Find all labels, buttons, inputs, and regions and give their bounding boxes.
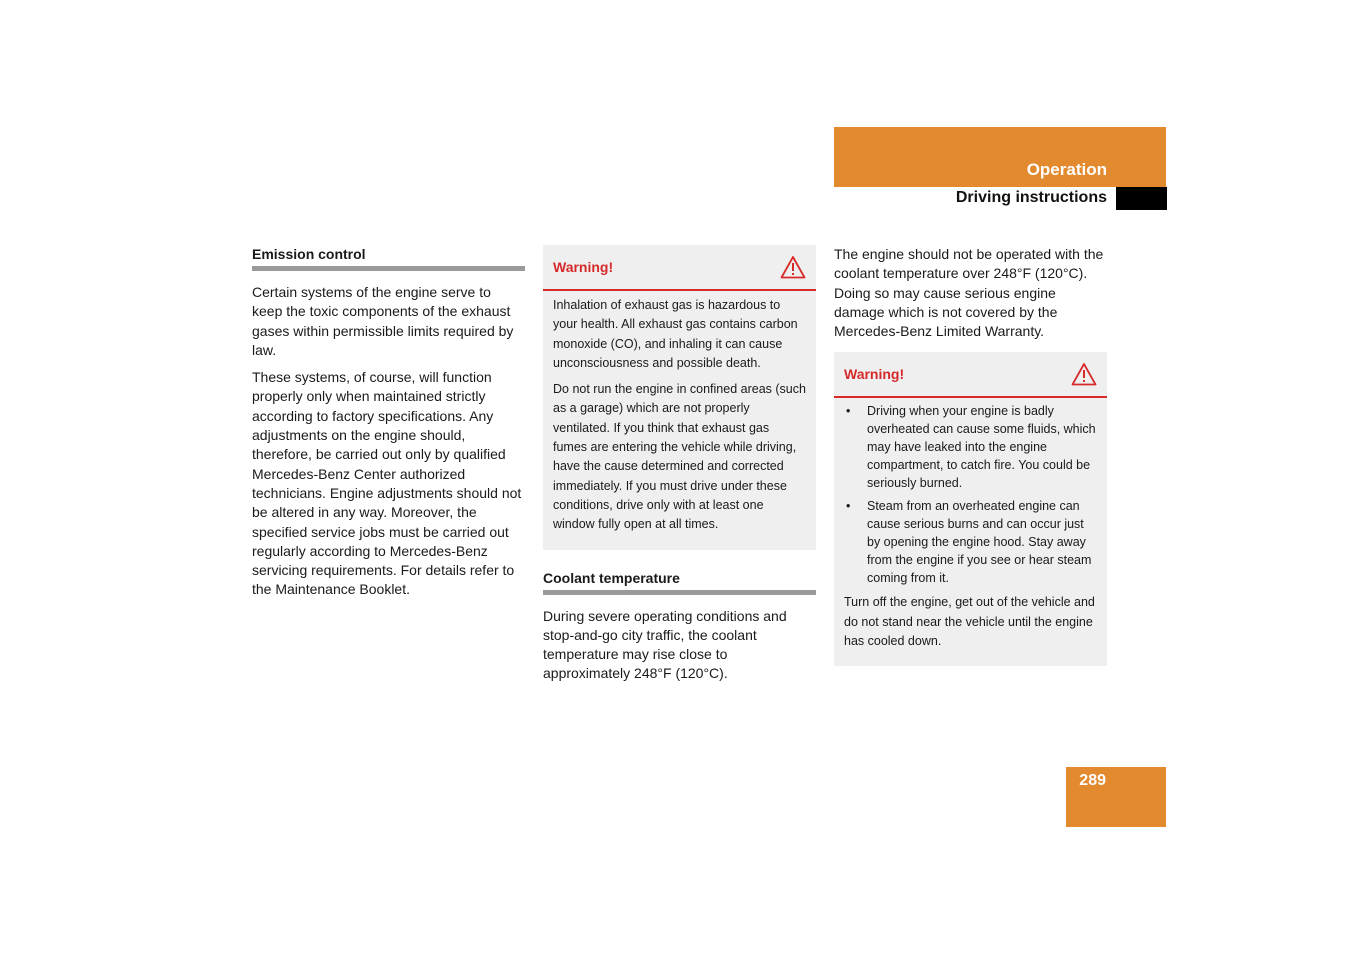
column-emission <box>252 245 525 608</box>
warning-header <box>543 245 816 291</box>
chapter-header-band <box>834 127 1166 187</box>
warning-bullet-item <box>844 403 1097 492</box>
warning-header <box>834 352 1107 398</box>
overheat-body <box>834 245 1107 341</box>
column-warning-coolant <box>543 245 816 692</box>
overheat-warning-box <box>834 352 1107 666</box>
section-tab-marker <box>1116 187 1167 210</box>
bullet-icon: • <box>846 499 851 514</box>
page-number-box <box>1066 767 1166 827</box>
warning-label: Warning! <box>844 366 905 383</box>
bullet-icon: • <box>846 404 851 419</box>
coolant-body <box>543 607 816 684</box>
emission-paragraph-1: Certain systems of the engine serve to keep the toxic components of the exhaust gases within permissible limits required by law. <box>252 284 514 358</box>
coolant-paragraph-1: During severe operating conditions and stop-and-go city traffic, the coolant temperature may rise close to approximately 248°F (120°C). <box>543 607 787 682</box>
warning-triangle-icon <box>1071 362 1097 386</box>
column-overheat <box>834 245 1107 666</box>
emission-heading: Emission control <box>252 245 525 271</box>
warning-body <box>834 398 1107 666</box>
exhaust-warning-box <box>543 245 816 550</box>
overheat-paragraph-1: The engine should not be operated with the coolant temperature over 248°F (120°C). Doing so may cause serious engine damage which is not covered by the Mercedes-Benz Limited Warranty. <box>834 246 1104 340</box>
emission-paragraph-2: These systems, of course, will function properly only when maintained strictly according to factory specifications. Any adjustments on the engine should, therefore, be carried out only by qualified Mercedes-Benz Center authorized technicians. Engine adjustments should not be altered in any way. Moreover, the specified service jobs must be carried out regularly according to Mercedes-Benz servicing requirements. For details refer to the Maintenance Booklet. <box>252 369 522 598</box>
warning-bullet-item <box>844 498 1097 587</box>
page-number: 289 <box>1079 772 1106 789</box>
bullet-text: Driving when your engine is badly overheated can cause some fluids, which may have leaked into the engine compartment, to catch fire. You could be seriously burned. <box>867 404 1096 490</box>
coolant-heading: Coolant temperature <box>543 569 816 595</box>
warning-paragraph-1: Inhalation of exhaust gas is hazardous to your health. All exhaust gas contains carbon monoxide (CO), and inhaling it can cause unconsciousness and possible death. <box>553 298 798 370</box>
warning-footer-text: Turn off the engine, get out of the vehicle and do not stand near the vehicle until the engine has cooled down. <box>844 595 1095 649</box>
warning-label: Warning! <box>553 259 614 275</box>
warning-triangle-icon <box>780 255 806 279</box>
emission-body <box>252 283 525 600</box>
section-title: Driving instructions <box>955 189 1107 206</box>
warning-paragraph-2: Do not run the engine in confined areas (such as a garage) which are not properly ventilated. If you think that exhaust gas fumes are entering the vehicle while driving, have the cause determined and corrected immediately. If you must drive under these conditions, drive only with at least one window fully open at all times. <box>553 382 806 532</box>
warning-bullet-list <box>844 403 1097 587</box>
chapter-title: Operation <box>1026 160 1107 179</box>
warning-body <box>543 291 816 550</box>
bullet-text: Steam from an overheated engine can cause serious burns and can occur just by opening the engine hood. Stay away from the engine if you see or hear steam coming from it. <box>867 499 1092 585</box>
